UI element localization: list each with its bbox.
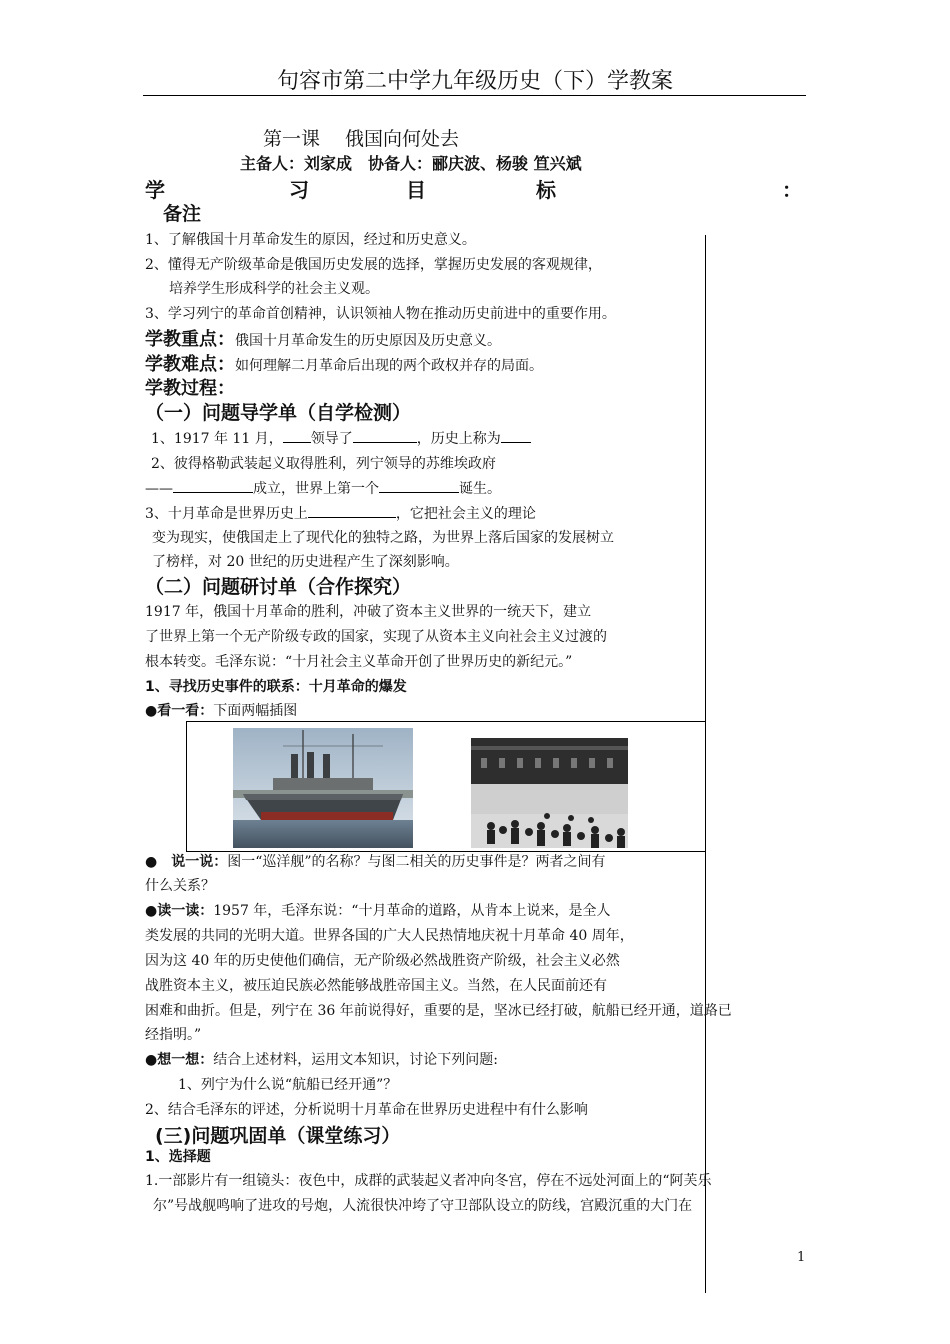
difficulty-text: 如何理解二月革命后出现的两个政权并存的局面。	[235, 358, 543, 374]
objective-1: 1、了解俄国十月革命发生的原因，经过和历史意义。	[145, 232, 476, 248]
say-text-cont: 什么关系？	[145, 878, 215, 894]
exercise-1-line1: 1.一部影片有一组镜头：夜色中，成群的武装起义者冲向冬宫，停在不远处河面上的“阿芙乐	[145, 1173, 712, 1189]
read-text-line: 战胜资本主义，被压迫民族必然能够战胜帝国主义。当然，在人民面前还有	[145, 978, 607, 994]
authors-line: 主备人：刘家成 协备人：郦庆波、杨骏 笪兴斌	[240, 154, 582, 173]
section1-q3-line2: 变为现实，使俄国走上了现代化的独特之路，为世界上落后国家的发展树立	[152, 530, 614, 546]
think-line	[145, 1049, 498, 1069]
read-label: ●读一读：	[145, 903, 214, 919]
section1-title: （一）问题导学单（自学检测）	[145, 402, 412, 424]
section1-q3-line1	[145, 503, 536, 523]
header-rule	[143, 95, 806, 96]
exercise-1-line2: 尔”号战舰鸣响了进攻的号炮，人流很快冲垮了守卫部队设立的防线，宫殿沉重的大门在	[153, 1198, 693, 1214]
section1-q3-line3: 了榜样，对 20 世纪的历史进程产生了深刻影响。	[152, 554, 459, 570]
read-text-line: 因为这 40 年的历史使他们确信，无产阶级必然战胜资产阶级，社会主义必然	[145, 953, 620, 969]
say-label: ● 说一说：	[145, 854, 228, 870]
look-label: ●看一看：	[145, 703, 214, 719]
think-question-2: 2、结合毛泽东的评述，分析说明十月革命在世界历史进程中有什么影响	[145, 1102, 588, 1118]
q3-part-a: 3、十月革命是世界历史上	[145, 506, 308, 522]
objective-3: 3、学习列宁的革命首创精神，认识领袖人物在推动历史前进中的重要作用。	[145, 306, 616, 322]
read-text-line: 困难和曲折。但是，列宁在 36 年前说得好，重要的是，坚冰已经打破，航船已经开通，道路已	[145, 1003, 732, 1019]
section1-q2-line2	[145, 478, 501, 498]
key-points-label: 学教重点：	[145, 329, 235, 350]
q2-part-a: ——	[145, 481, 173, 497]
section2-intro-3: 根本转变。毛泽东说：“十月社会主义革命开创了世界历史的新纪元。”	[145, 654, 573, 670]
section3-sub: 1、选择题	[145, 1149, 211, 1165]
say-line	[145, 851, 606, 871]
objectives-char-4: 标	[536, 178, 556, 202]
winter-palace-photo	[471, 738, 628, 848]
think-text: 结合上述材料，运用文本知识，讨论下列问题:	[213, 1052, 498, 1068]
section2-intro-1: 1917 年，俄国十月革命的胜利，冲破了资本主义世界的一统天下，建立	[145, 604, 592, 620]
section2-sub1: 1、寻找历史事件的联系：十月革命的爆发	[145, 679, 407, 695]
section3-title: (三)问题巩固单（课堂练习）	[155, 1125, 401, 1147]
q2-part-b: 成立，世界上第一个	[253, 481, 379, 497]
key-points	[145, 325, 501, 351]
q3-part-b: ，它把社会主义的理论	[395, 506, 536, 522]
document-header: 句容市第二中学九年级历史（下）学教案	[276, 69, 673, 94]
think-label: ●想一想：	[145, 1052, 214, 1068]
section2-title: （二）问题研讨单（合作探究）	[145, 576, 412, 598]
blank[interactable]	[173, 479, 253, 493]
objectives-char-1: 学	[145, 178, 165, 202]
look-text: 下面两幅插图	[213, 703, 298, 719]
objective-2: 2、懂得无产阶级革命是俄国历史发展的选择，掌握历史发展的客观规律，	[145, 257, 602, 273]
section1-q1	[151, 428, 531, 448]
objectives-char-3: 目	[406, 178, 426, 202]
read-text-line: 经指明。”	[145, 1027, 202, 1043]
read-text: 1957 年，毛泽东说：“十月革命的道路，从肯本上说来，是全人	[213, 903, 611, 919]
objectives-char-5: ：	[782, 178, 802, 202]
blank[interactable]	[379, 479, 459, 493]
q1-part-a: 1、1917 年 11 月，	[151, 431, 283, 447]
cruiser-photo	[233, 728, 413, 848]
blank[interactable]	[501, 429, 531, 443]
blank[interactable]	[353, 429, 417, 443]
section1-q2-line1: 2、彼得格勒武装起义取得胜利，列宁领导的苏维埃政府	[151, 456, 496, 472]
q1-part-c: ，历史上称为	[416, 431, 501, 447]
q1-part-b: 领导了	[310, 431, 353, 447]
lesson-title: 第一课 俄国向何处去	[263, 128, 460, 150]
objectives-char-2: 习	[289, 178, 309, 202]
blank[interactable]	[283, 429, 311, 443]
read-text-line: 类发展的共同的光明大道。世界各国的广大人民热情地庆祝十月革命 40 周年，	[145, 928, 634, 944]
difficulty	[145, 350, 543, 376]
section2-intro-2: 了世界上第一个无产阶级专政的国家，实现了从资本主义向社会主义过渡的	[145, 629, 607, 645]
say-text: 图一“巡洋舰”的名称？与图二相关的历史事件是？两者之间有	[227, 854, 606, 870]
read-line	[145, 900, 610, 920]
note-label: 备注	[163, 203, 202, 225]
blank[interactable]	[308, 504, 396, 518]
difficulty-label: 学教难点：	[145, 354, 235, 375]
key-points-text: 俄国十月革命发生的历史原因及历史意义。	[235, 333, 501, 349]
process-label: 学教过程：	[145, 378, 235, 399]
think-question-1: 1、列宁为什么说“航船已经开通”？	[178, 1077, 398, 1093]
objective-2-cont: 培养学生形成科学的社会主义观。	[169, 281, 379, 297]
page-number: 1	[797, 1250, 806, 1265]
look-line	[145, 700, 297, 720]
q2-part-c: 诞生。	[459, 481, 501, 497]
